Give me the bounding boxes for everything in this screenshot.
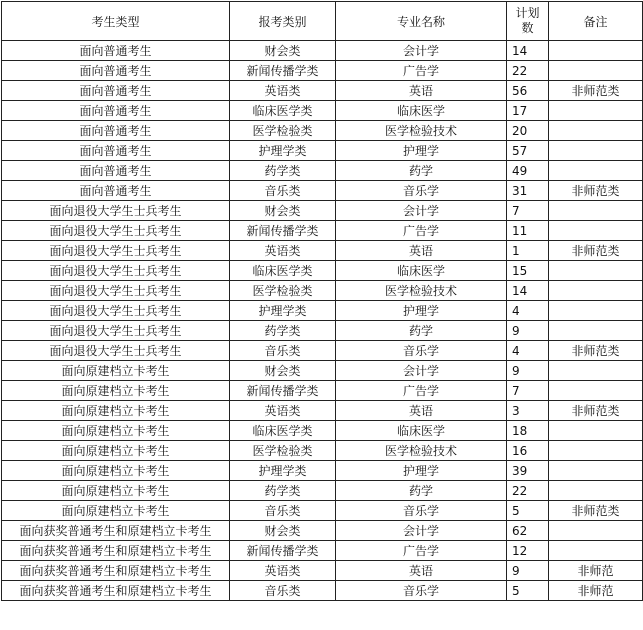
table-row: [2, 81, 643, 101]
cell-note: [549, 521, 643, 541]
cell-plan: 49: [507, 161, 549, 181]
cell-major: 会计学: [336, 201, 507, 221]
cell-major: 音乐学: [336, 181, 507, 201]
cell-note: 非师范类: [549, 81, 643, 101]
table-body: [2, 41, 643, 601]
table-row: [2, 181, 643, 201]
cell-category: 面向普通考生: [2, 181, 230, 201]
table-row: [2, 561, 643, 581]
cell-category: 面向原建档立卡考生: [2, 361, 230, 381]
cell-subject: 医学检验类: [230, 281, 336, 301]
cell-plan: 11: [507, 221, 549, 241]
cell-note: [549, 301, 643, 321]
cell-note: 非师范类: [549, 241, 643, 261]
table-row: [2, 101, 643, 121]
header-plan-line2: 数: [521, 21, 534, 35]
cell-note: [549, 41, 643, 61]
cell-note: [549, 141, 643, 161]
cell-major: 护理学: [336, 141, 507, 161]
cell-plan: 9: [507, 361, 549, 381]
table-row: [2, 121, 643, 141]
table-row: [2, 441, 643, 461]
cell-major: 会计学: [336, 361, 507, 381]
cell-category: 面向普通考生: [2, 121, 230, 141]
cell-note: 非师范类: [549, 401, 643, 421]
cell-subject: 新闻传播学类: [230, 381, 336, 401]
cell-major: 药学: [336, 161, 507, 181]
cell-category: 面向普通考生: [2, 41, 230, 61]
cell-category: 面向原建档立卡考生: [2, 381, 230, 401]
cell-note: [549, 61, 643, 81]
cell-plan: 5: [507, 581, 549, 601]
cell-major: 音乐学: [336, 581, 507, 601]
header-plan: [507, 2, 549, 41]
cell-major: 医学检验技术: [336, 441, 507, 461]
cell-category: 面向普通考生: [2, 81, 230, 101]
table-row: [2, 401, 643, 421]
cell-subject: 临床医学类: [230, 421, 336, 441]
cell-category: 面向普通考生: [2, 101, 230, 121]
cell-category: 面向退役大学生士兵考生: [2, 241, 230, 261]
cell-major: 英语: [336, 401, 507, 421]
cell-subject: 医学检验类: [230, 441, 336, 461]
cell-major: 医学检验技术: [336, 281, 507, 301]
cell-plan: 22: [507, 61, 549, 81]
cell-major: 医学检验技术: [336, 121, 507, 141]
cell-plan: 20: [507, 121, 549, 141]
cell-note: 非师范: [549, 581, 643, 601]
cell-plan: 57: [507, 141, 549, 161]
cell-subject: 英语类: [230, 81, 336, 101]
cell-note: 非师范类: [549, 501, 643, 521]
cell-note: [549, 161, 643, 181]
cell-major: 临床医学: [336, 261, 507, 281]
cell-plan: 18: [507, 421, 549, 441]
cell-subject: 临床医学类: [230, 101, 336, 121]
table-row: [2, 161, 643, 181]
cell-plan: 5: [507, 501, 549, 521]
cell-plan: 39: [507, 461, 549, 481]
cell-major: 护理学: [336, 461, 507, 481]
cell-plan: 3: [507, 401, 549, 421]
cell-category: 面向获奖普通考生和原建档立卡考生: [2, 521, 230, 541]
cell-note: 非师范类: [549, 341, 643, 361]
cell-category: 面向原建档立卡考生: [2, 441, 230, 461]
cell-category: 面向退役大学生士兵考生: [2, 321, 230, 341]
table-row: [2, 301, 643, 321]
cell-category: 面向退役大学生士兵考生: [2, 341, 230, 361]
cell-plan: 4: [507, 341, 549, 361]
enrollment-plan-table: [1, 1, 643, 601]
cell-major: 临床医学: [336, 421, 507, 441]
cell-subject: 英语类: [230, 561, 336, 581]
cell-note: [549, 441, 643, 461]
table-row: [2, 321, 643, 341]
table-row: [2, 381, 643, 401]
cell-plan: 15: [507, 261, 549, 281]
cell-note: [549, 541, 643, 561]
cell-plan: 31: [507, 181, 549, 201]
cell-category: 面向普通考生: [2, 161, 230, 181]
cell-plan: 12: [507, 541, 549, 561]
cell-plan: 1: [507, 241, 549, 261]
table-row: [2, 541, 643, 561]
cell-note: [549, 261, 643, 281]
cell-plan: 9: [507, 561, 549, 581]
cell-plan: 7: [507, 201, 549, 221]
cell-plan: 4: [507, 301, 549, 321]
cell-subject: 财会类: [230, 521, 336, 541]
cell-major: 英语: [336, 81, 507, 101]
cell-plan: 14: [507, 41, 549, 61]
cell-category: 面向退役大学生士兵考生: [2, 261, 230, 281]
cell-category: 面向退役大学生士兵考生: [2, 201, 230, 221]
cell-note: [549, 321, 643, 341]
cell-note: [549, 361, 643, 381]
cell-major: 广告学: [336, 381, 507, 401]
cell-major: 会计学: [336, 41, 507, 61]
cell-plan: 56: [507, 81, 549, 101]
cell-subject: 英语类: [230, 401, 336, 421]
cell-plan: 16: [507, 441, 549, 461]
table-row: [2, 281, 643, 301]
cell-subject: 音乐类: [230, 181, 336, 201]
cell-subject: 护理学类: [230, 461, 336, 481]
cell-plan: 62: [507, 521, 549, 541]
cell-category: 面向获奖普通考生和原建档立卡考生: [2, 541, 230, 561]
table-row: [2, 61, 643, 81]
cell-major: 会计学: [336, 521, 507, 541]
cell-major: 音乐学: [336, 501, 507, 521]
cell-note: [549, 121, 643, 141]
cell-plan: 22: [507, 481, 549, 501]
cell-subject: 新闻传播学类: [230, 221, 336, 241]
table-row: [2, 461, 643, 481]
cell-subject: 音乐类: [230, 501, 336, 521]
cell-note: 非师范类: [549, 181, 643, 201]
cell-subject: 英语类: [230, 241, 336, 261]
cell-note: [549, 421, 643, 441]
table-row: [2, 141, 643, 161]
cell-note: [549, 481, 643, 501]
cell-category: 面向普通考生: [2, 141, 230, 161]
table-row: [2, 361, 643, 381]
cell-major: 英语: [336, 241, 507, 261]
cell-plan: 14: [507, 281, 549, 301]
cell-subject: 医学检验类: [230, 121, 336, 141]
table-row: [2, 481, 643, 501]
cell-subject: 护理学类: [230, 301, 336, 321]
cell-note: [549, 281, 643, 301]
table-row: [2, 221, 643, 241]
cell-category: 面向原建档立卡考生: [2, 481, 230, 501]
cell-category: 面向退役大学生士兵考生: [2, 221, 230, 241]
cell-note: [549, 221, 643, 241]
header-plan-line1: 计划: [515, 6, 540, 20]
cell-plan: 9: [507, 321, 549, 341]
header-major: 专业名称: [336, 2, 507, 41]
cell-subject: 财会类: [230, 201, 336, 221]
table-row: [2, 501, 643, 521]
cell-major: 广告学: [336, 61, 507, 81]
cell-subject: 药学类: [230, 161, 336, 181]
table-row: [2, 521, 643, 541]
cell-category: 面向原建档立卡考生: [2, 501, 230, 521]
table-row: [2, 341, 643, 361]
cell-note: [549, 461, 643, 481]
cell-major: 护理学: [336, 301, 507, 321]
table-row: [2, 201, 643, 221]
table-row: [2, 241, 643, 261]
cell-major: 音乐学: [336, 341, 507, 361]
header-row: [2, 2, 643, 41]
table-header: [2, 2, 643, 41]
header-subject: 报考类别: [230, 2, 336, 41]
cell-subject: 药学类: [230, 321, 336, 341]
cell-subject: 临床医学类: [230, 261, 336, 281]
cell-subject: 音乐类: [230, 581, 336, 601]
cell-note: [549, 101, 643, 121]
table-row: [2, 581, 643, 601]
cell-plan: 7: [507, 381, 549, 401]
header-note: 备注: [549, 2, 643, 41]
header-category: 考生类型: [2, 2, 230, 41]
cell-category: 面向退役大学生士兵考生: [2, 281, 230, 301]
cell-subject: 护理学类: [230, 141, 336, 161]
cell-major: 药学: [336, 481, 507, 501]
cell-subject: 新闻传播学类: [230, 61, 336, 81]
table-row: [2, 41, 643, 61]
cell-major: 英语: [336, 561, 507, 581]
cell-major: 临床医学: [336, 101, 507, 121]
header-plan-text: [515, 6, 539, 36]
cell-category: 面向普通考生: [2, 61, 230, 81]
cell-category: 面向获奖普通考生和原建档立卡考生: [2, 581, 230, 601]
cell-subject: 音乐类: [230, 341, 336, 361]
cell-major: 广告学: [336, 221, 507, 241]
cell-note: 非师范: [549, 561, 643, 581]
cell-note: [549, 381, 643, 401]
cell-subject: 新闻传播学类: [230, 541, 336, 561]
cell-major: 广告学: [336, 541, 507, 561]
cell-note: [549, 201, 643, 221]
table-row: [2, 421, 643, 441]
cell-subject: 药学类: [230, 481, 336, 501]
cell-category: 面向原建档立卡考生: [2, 401, 230, 421]
cell-category: 面向原建档立卡考生: [2, 461, 230, 481]
cell-major: 药学: [336, 321, 507, 341]
cell-category: 面向原建档立卡考生: [2, 421, 230, 441]
cell-category: 面向退役大学生士兵考生: [2, 301, 230, 321]
cell-subject: 财会类: [230, 41, 336, 61]
table-row: [2, 261, 643, 281]
cell-subject: 财会类: [230, 361, 336, 381]
cell-plan: 17: [507, 101, 549, 121]
cell-category: 面向获奖普通考生和原建档立卡考生: [2, 561, 230, 581]
